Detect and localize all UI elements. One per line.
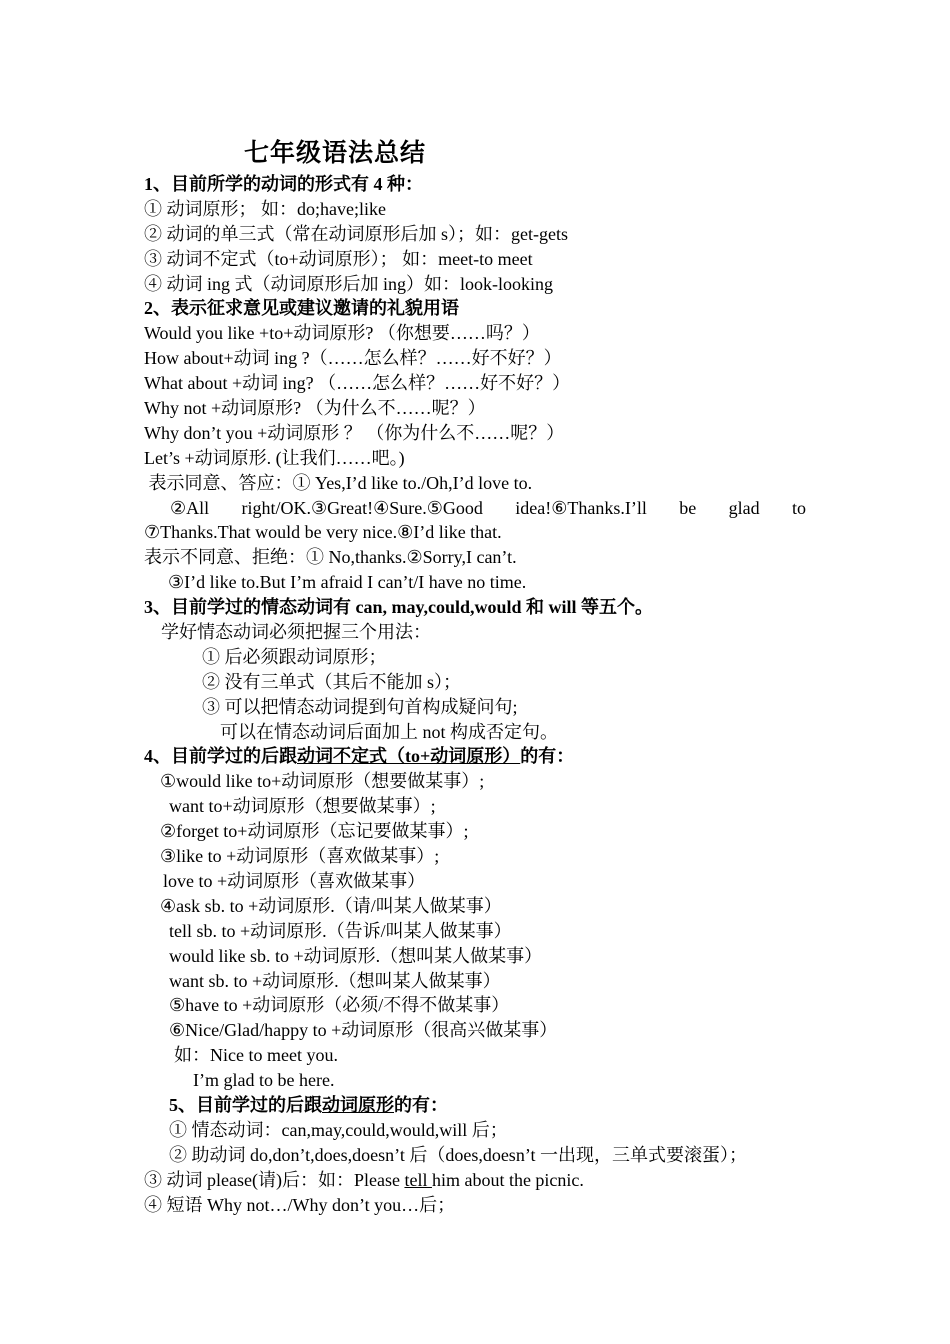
text-line: ⑦Thanks.That would be very nice.⑧I’d like that. bbox=[144, 522, 502, 543]
text-line: ① 动词原形； 如：do;have;like bbox=[144, 198, 386, 219]
text-line: ③like to +动词原形（喜欢做某事）; bbox=[160, 846, 440, 867]
text-line: ① 后必须跟动词原形； bbox=[202, 646, 387, 667]
text-line: ① 情态动词：can,may,could,would,will 后； bbox=[169, 1119, 508, 1140]
text-line: Let’s +动词原形. (让我们……吧。) bbox=[144, 447, 405, 468]
text-line: How about+动词 ing ?（……怎么样？……好不好？） bbox=[144, 348, 562, 369]
section-3-heading: 3、目前学过的情态动词有 can, may,could,would 和 will 等五个。 bbox=[144, 597, 654, 618]
text-line: ①would like to+动词原形（想要做某事）; bbox=[160, 771, 485, 792]
text-line: Would you like +to+动词原形? （你想要……吗？） bbox=[144, 323, 540, 344]
text-line: 可以在情态动词后面加上 not 构成否定句。 bbox=[220, 721, 558, 742]
text-line bbox=[144, 1168, 812, 1193]
word: right/OK.③Great!④Sure.⑤Good bbox=[241, 497, 483, 518]
text-line: ③ 可以把情态动词提到句首构成疑问句; bbox=[202, 696, 518, 717]
section-4-heading bbox=[144, 744, 812, 769]
text-line: Why not +动词原形? （为什么不……呢？） bbox=[144, 398, 486, 419]
word: to bbox=[791, 497, 806, 518]
text-line: 表示不同意、拒绝：① No,thanks.②Sorry,I can’t. bbox=[144, 547, 517, 568]
text-line: Why don’t you +动词原形 ？ （你为什么不……呢？） bbox=[144, 422, 565, 443]
section-2-heading: 2、表示征求意见或建议邀请的礼貌用语 bbox=[144, 298, 459, 319]
text-line: I’m glad to be here. bbox=[193, 1070, 335, 1091]
word: be bbox=[679, 497, 697, 518]
heading-underlined: 动词原形 bbox=[322, 1094, 394, 1115]
text-line: 学好情态动词必须把握三个用法： bbox=[161, 622, 431, 643]
text-line: tell sb. to +动词原形.（告诉/叫某人做某事） bbox=[169, 920, 512, 941]
text-line: 如：Nice to meet you. bbox=[174, 1045, 338, 1066]
document-title: 七年级语法总结 bbox=[244, 140, 427, 167]
word: ②All bbox=[170, 497, 210, 518]
text-line: ④ 动词 ing 式（动词原形后加 ing）如：look-looking bbox=[144, 273, 553, 294]
text-line: What about +动词 ing? （……怎么样？……好不好？） bbox=[144, 373, 571, 394]
text-line: want sb. to +动词原形.（想叫某人做某事） bbox=[169, 970, 501, 991]
heading-prefix: 4、目前学过的后跟 bbox=[144, 746, 297, 767]
text-line: ② 没有三单式（其后不能加 s）； bbox=[202, 671, 462, 692]
text-line: ④ 短语 Why not…/Why don’t you…后； bbox=[144, 1194, 456, 1215]
text-line: would like sb. to +动词原形.（想叫某人做某事） bbox=[169, 945, 543, 966]
line-prefix: ③ 动词 please(请)后：如：Please bbox=[144, 1169, 405, 1190]
text-line: ⑤have to +动词原形（必须/不得不做某事） bbox=[169, 995, 510, 1016]
text-line: ③I’d like to.But I’m afraid I can’t/I have no time. bbox=[168, 572, 527, 593]
text-line: love to +动词原形（喜欢做某事） bbox=[163, 870, 426, 891]
word: idea!⑥Thanks.I’ll bbox=[515, 497, 647, 518]
text-line: 表示同意、答应：① Yes,I’d like to./Oh,I’d love to. bbox=[144, 472, 533, 493]
text-line: ② 动词的单三式（常在动词原形后加 s）；如：get-gets bbox=[144, 223, 568, 244]
text-line: ④ask sb. to +动词原形.（请/叫某人做某事） bbox=[160, 895, 502, 916]
text-line: ②forget to+动词原形（忘记要做某事）; bbox=[160, 821, 469, 842]
heading-suffix: 的有： bbox=[394, 1094, 448, 1115]
heading-underlined: 动词不定式（to+动词原形） bbox=[297, 746, 521, 767]
document-body bbox=[144, 172, 812, 1217]
text-line: want to+动词原形（想要做某事）; bbox=[169, 796, 436, 817]
text-line: ③ 动词不定式（to+动词原形）； 如：meet-to meet bbox=[144, 248, 533, 269]
heading-prefix: 5、目前学过的后跟 bbox=[169, 1094, 322, 1115]
underlined-word: tell bbox=[404, 1169, 432, 1190]
justified-line bbox=[144, 496, 812, 521]
section-1-heading: 1、目前所学的动词的形式有 4 种： bbox=[144, 174, 423, 194]
heading-suffix: 的有： bbox=[520, 746, 575, 767]
section-5-heading bbox=[144, 1093, 812, 1118]
line-suffix: him about the picnic. bbox=[431, 1169, 584, 1190]
text-line: ② 助动词 do,don’t,does,doesn’t 后（does,doesn’t 一出现，三单式要滚蛋）； bbox=[169, 1144, 747, 1165]
text-line: ⑥Nice/Glad/happy to +动词原形（很高兴做某事） bbox=[169, 1020, 558, 1041]
word: glad bbox=[728, 497, 760, 518]
